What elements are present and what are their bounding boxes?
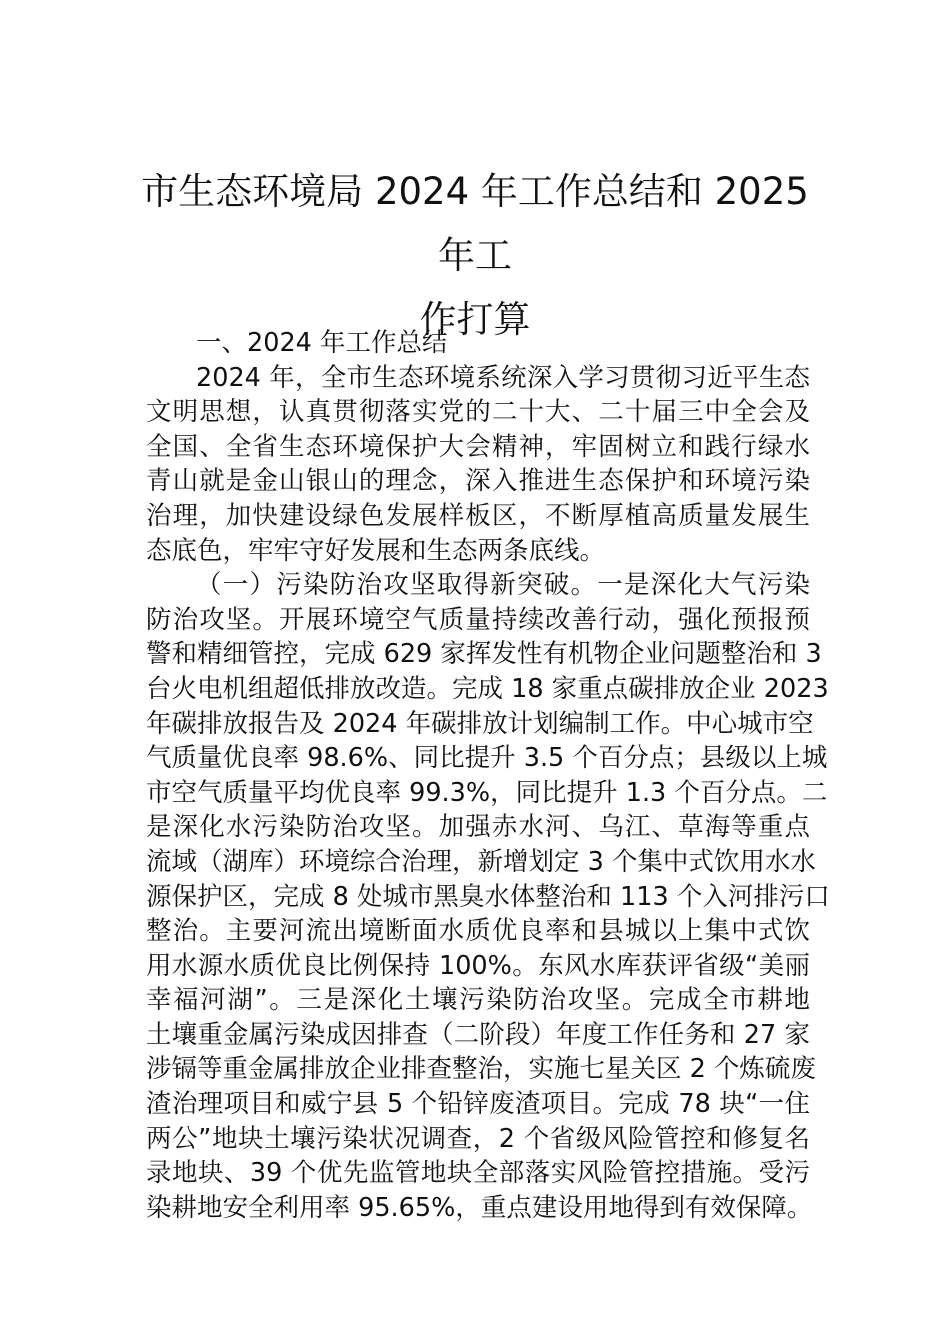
paragraph-line: 渣治理项目和威宁县 5 个铅锌废渣项目。完成 78 块“一住 xyxy=(146,1089,810,1120)
paragraph-line: （一）污染防治攻坚取得新突破。一是深化大气污染 xyxy=(196,570,810,601)
document-body xyxy=(146,326,830,1225)
paragraph-line: 两公”地块土壤污染状况调查，2 个省级风险管控和修复名 xyxy=(146,1123,810,1154)
paragraph-line: 防治攻坚。开展环境空气质量持续改善行动，强化预报预 xyxy=(146,604,810,635)
title-line: 作打算 xyxy=(419,298,531,341)
paragraph-line: 用水源水质优良比例保持 100%。东风水库获评省级“美丽 xyxy=(146,950,810,981)
paragraph-line: 全国、全省生态环境保护大会精神，牢固树立和践行绿水 xyxy=(146,431,810,462)
paragraph-summary xyxy=(146,361,810,569)
document-title xyxy=(140,160,810,352)
title-line: 市生态环境局 2024 年工作总结和 2025 年工 xyxy=(141,170,809,277)
paragraph-line: 流域（湖库）环境综合治理，新增划定 3 个集中式饮用水水 xyxy=(146,846,816,877)
paragraph-pollution-control xyxy=(146,568,830,1225)
section-heading: 一、2024 年工作总结 xyxy=(196,328,448,358)
paragraph-line: 整治。主要河流出境断面水质优良率和县城以上集中式饮 xyxy=(146,916,810,947)
paragraph-line: 气质量优良率 98.6%、同比提升 3.5 个百分点；县级以上城 xyxy=(146,743,828,774)
paragraph-line: 涉镉等重金属排放企业排查整治，实施七星关区 2 个炼硫废 xyxy=(146,1054,816,1085)
paragraph-line: 治理，加快建设绿色发展样板区，不断厚植高质量发展生 xyxy=(146,500,810,531)
paragraph-line: 市空气质量平均优良率 99.3%，同比提升 1.3 个百分点。二 xyxy=(146,777,828,808)
paragraph-line: 青山就是金山银山的理念，深入推进生态保护和环境污染 xyxy=(146,466,810,497)
paragraph-line: 染耕地安全利用率 95.65%，重点建设用地得到有效保障。 xyxy=(146,1192,813,1223)
paragraph-line: 态底色，牢牢守好发展和生态两条底线。 xyxy=(146,535,606,566)
paragraph-line: 文明思想，认真贯彻落实党的二十大、二十届三中全会及 xyxy=(146,397,810,428)
paragraph-line: 幸福河湖”。三是深化土壤污染防治攻坚。完成全市耕地 xyxy=(146,985,810,1016)
paragraph-line: 2024 年，全市生态环境系统深入学习贯彻习近平生态 xyxy=(196,362,810,393)
paragraph-line: 台火电机组超低排放改造。完成 18 家重点碳排放企业 2023 xyxy=(146,673,829,704)
paragraph-line: 源保护区，完成 8 处城市黑臭水体整治和 113 个入河排污口 xyxy=(146,881,830,912)
paragraph-line: 年碳排放报告及 2024 年碳排放计划编制工作。中心城市空 xyxy=(146,708,814,739)
paragraph-line: 土壤重金属污染成因排查（二阶段）年度工作任务和 27 家 xyxy=(146,1019,810,1050)
paragraph-line: 录地块、39 个优先监管地块全部落实风险管控措施。受污 xyxy=(146,1158,810,1189)
paragraph-line: 警和精细管控，完成 629 家挥发性有机物企业问题整治和 3 xyxy=(146,639,822,670)
paragraph-line: 是深化水污染防治攻坚。加强赤水河、乌江、草海等重点 xyxy=(146,812,810,843)
